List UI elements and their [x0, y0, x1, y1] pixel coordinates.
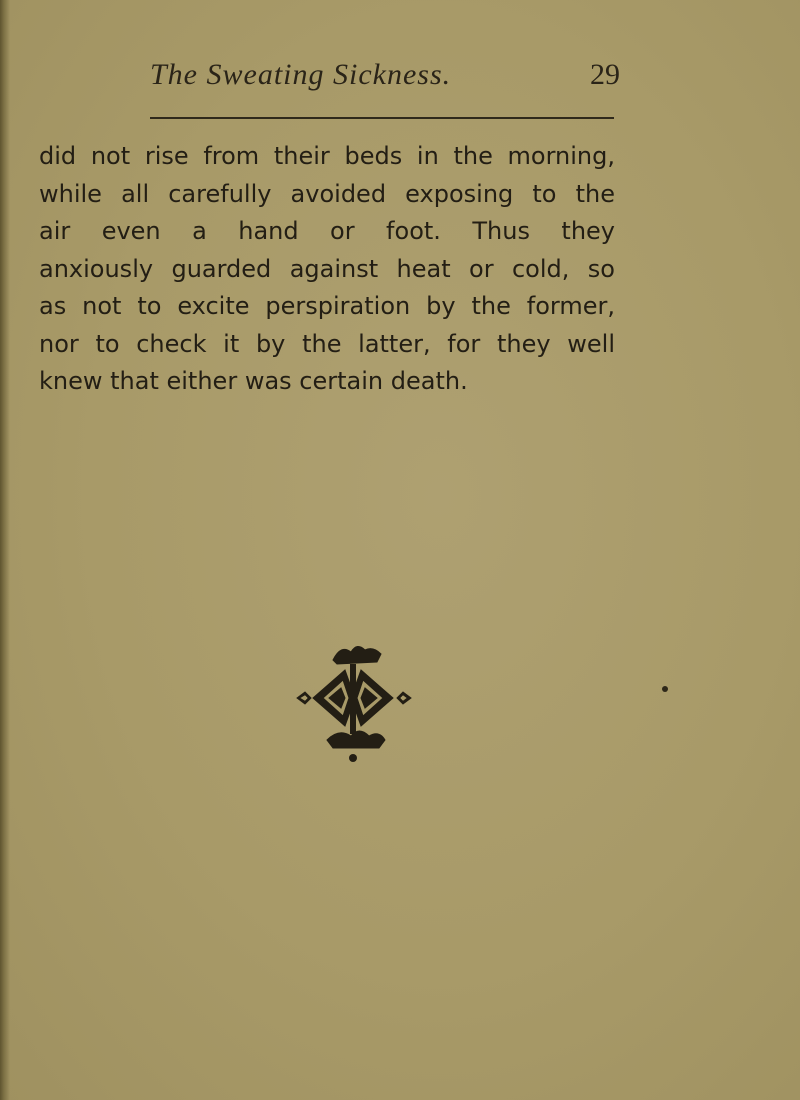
page-edge: [0, 0, 10, 1100]
text-line: knew that either was certain death.: [39, 367, 468, 395]
text-line: nor to check it by the latter, for they well: [39, 329, 615, 358]
text-line: air even a hand or foot. Thus they: [39, 217, 615, 245]
text-line: as not to excite perspiration by the former,: [39, 292, 615, 320]
header-rule: [150, 117, 614, 119]
running-header: [150, 58, 620, 102]
ink-speck: [662, 686, 668, 692]
text-line: anxiously guarded against heat or cold, so: [39, 254, 615, 283]
page-number: 29: [590, 58, 620, 91]
running-title: The Sweating Sickness.: [150, 58, 452, 91]
text-line: did not rise from their beds in the morning,: [39, 142, 615, 170]
body-paragraph: [39, 138, 615, 401]
tailpiece-ornament-icon: [293, 640, 413, 765]
text-line: while all carefully avoided exposing to the: [39, 179, 615, 208]
